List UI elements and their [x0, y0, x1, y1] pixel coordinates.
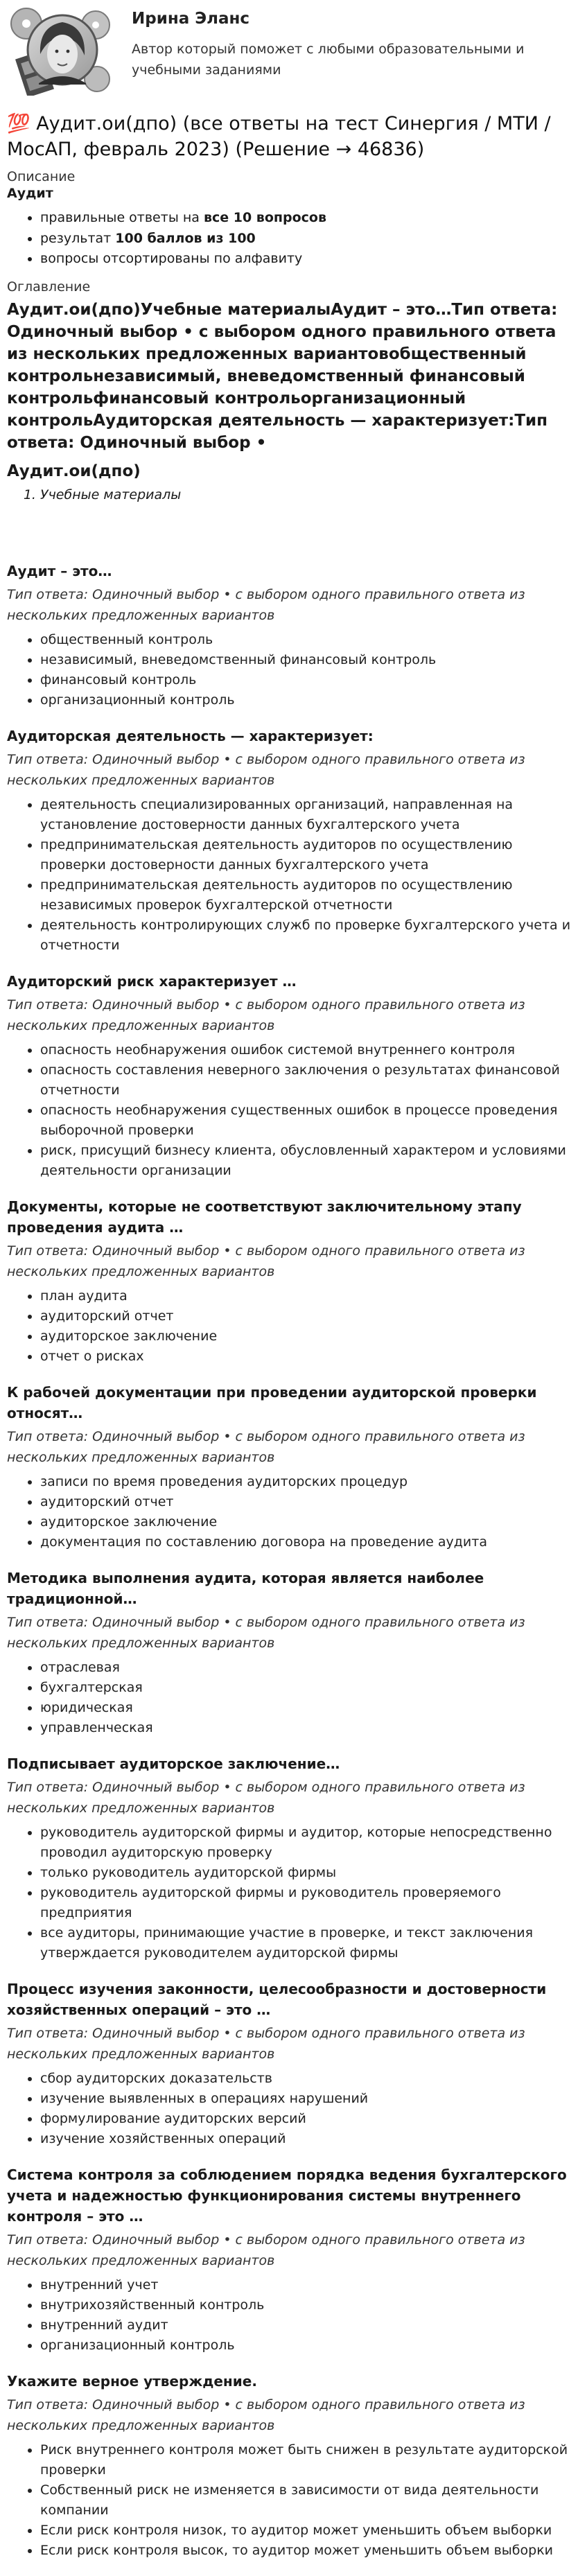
answer-option: • внутренний учет	[40, 2275, 579, 2295]
answer-option: • внутрихозяйственный контроль	[40, 2295, 579, 2315]
toc-list	[7, 484, 579, 505]
author-description: Автор который поможет с любыми образовательными и учебными заданиями	[132, 42, 525, 78]
description-list	[7, 208, 579, 270]
answer-option: • руководитель аудиторской фирмы и руководитель проверяемого предприятия	[40, 1883, 579, 1923]
question-title: Укажите верное утверждение.	[7, 2372, 257, 2390]
answer-option: • руководитель аудиторской фирмы и аудитор, которые непосредственно проводил аудиторскую проверку	[40, 1823, 579, 1863]
question-type: Тип ответа: Одиночный выбор • с выбором одного правильного ответа из нескольких предложенных вариантов	[7, 751, 525, 788]
answer-option: • предпринимательская деятельность аудиторов по осуществлению независимых проверок бухгалтерской отчетности	[40, 875, 579, 915]
question-title: Методика выполнения аудита, которая является наиболее традиционной…	[7, 1569, 484, 1607]
answer-list	[7, 1472, 579, 1552]
answer-list	[7, 795, 579, 956]
answer-option: • опасность необнаружения существенных ошибок в процессе проведения выборочной проверки	[40, 1101, 579, 1141]
toc-label: Оглавление	[7, 279, 91, 295]
answer-list	[7, 1823, 579, 1963]
answer-option: • деятельность контролирующих служб по проверке бухгалтерского учета и отчетности	[40, 915, 579, 956]
question-block	[7, 1568, 579, 1738]
question-type: Тип ответа: Одиночный выбор • с выбором одного правильного ответа из нескольких предложенных вариантов	[7, 1614, 525, 1651]
toc-heading: Аудит.ои(дпо)	[7, 462, 141, 480]
answer-list	[7, 1286, 579, 1367]
description-item: • вопросы отсортированы по алфавиту	[40, 249, 579, 270]
question-title: Аудиторская деятельность — характеризует:	[7, 727, 374, 744]
question-type: Тип ответа: Одиночный выбор • с выбором одного правильного ответа из нескольких предложенных вариантов	[7, 2025, 525, 2062]
question-block	[7, 561, 579, 710]
question-type: Тип ответа: Одиночный выбор • с выбором одного правильного ответа из нескольких предложенных вариантов	[7, 586, 525, 623]
spacer	[7, 505, 579, 557]
answer-option: • отчет о рисках	[40, 1347, 579, 1367]
question-block	[7, 2371, 579, 2561]
question-type: Тип ответа: Одиночный выбор • с выбором одного правильного ответа из нескольких предложенных вариантов	[7, 1428, 525, 1465]
answer-option: • аудиторское заключение	[40, 1512, 579, 1532]
answer-option: • независимый, вневедомственный финансовый контроль	[40, 650, 579, 670]
answer-option: • общественный контроль	[40, 630, 579, 650]
author-info	[132, 6, 547, 80]
avatar-image	[8, 6, 112, 96]
answer-option: • аудиторское заключение	[40, 1326, 579, 1347]
answer-list	[7, 2069, 579, 2149]
answer-option: • аудиторский отчет	[40, 1306, 579, 1326]
answer-list	[7, 1658, 579, 1738]
answer-option: • план аудита	[40, 1286, 579, 1306]
answer-option: • Если риск контроля низок, то аудитор может уменьшить объем выборки	[40, 2521, 579, 2541]
toc-item[interactable]: 1. Учебные материалы	[40, 484, 579, 505]
answer-option: • Риск внутреннего контроля может быть снижен в результате аудиторской проверки	[40, 2440, 579, 2480]
answer-option: • опасность составления неверного заключения о результатах финансовой отчетности	[40, 1060, 579, 1101]
question-type: Тип ответа: Одиночный выбор • с выбором одного правильного ответа из нескольких предложенных вариантов	[7, 2232, 525, 2268]
question-block	[7, 1753, 579, 1963]
answer-option: • внутренний аудит	[40, 2315, 579, 2336]
description-label: Описание	[7, 169, 76, 184]
question-title: Аудиторский риск характеризует …	[7, 972, 297, 990]
answer-option: • юридическая	[40, 1698, 579, 1718]
question-block	[7, 1196, 579, 1367]
answer-option: • риск, присущий бизнесу клиента, обусловленный характером и условиями деятельности организации	[40, 1141, 579, 1181]
question-block	[7, 971, 579, 1181]
question-title: Аудит – это…	[7, 562, 112, 579]
answer-option: • Собственный риск не изменяется в зависимости от вида деятельности компании	[40, 2480, 579, 2521]
question-block	[7, 726, 579, 956]
author-card	[7, 6, 579, 103]
answer-list	[7, 2440, 579, 2561]
answer-option: • опасность необнаружения ошибок системой внутреннего контроля	[40, 1040, 579, 1060]
answer-option: • все аудиторы, принимающие участие в проверке, и текст заключения утверждается руководителем аудиторской фирмы	[40, 1923, 579, 1963]
answer-option: • только руководитель аудиторской фирмы	[40, 1863, 579, 1883]
answer-option: • изучение хозяйственных операций	[40, 2129, 579, 2149]
questions-list	[7, 561, 579, 2561]
toc-text: Аудит.ои(дпо)Учебные материалыАудит – это…Тип ответа: Одиночный выбор • с выбором одного правильного ответа из нескольких предложенных вариантовобщественный контрольнезависимый, вневедомственный финансовый контрольфинансовый контрольорганизационный контрольАудиторская деятельность — характеризует:Тип ответа: Одиночный выбор •	[7, 300, 558, 452]
question-type: Тип ответа: Одиночный выбор • с выбором одного правильного ответа из нескольких предложенных вариантов	[7, 997, 525, 1033]
answer-list	[7, 1040, 579, 1181]
answer-option: • изучение выявленных в операциях нарушений	[40, 2089, 579, 2109]
question-block	[7, 1979, 579, 2149]
answer-option: • управленческая	[40, 1718, 579, 1738]
question-title: К рабочей документации при проведении аудиторской проверки относят…	[7, 1383, 537, 1421]
answer-list	[7, 2275, 579, 2356]
question-title: Система контроля за соблюдением порядка ведения бухгалтерского учета и надежностью функционирования системы внутреннего контроля – это …	[7, 2166, 567, 2225]
answer-option: • формулирование аудиторских версий	[40, 2109, 579, 2129]
description-item: • правильные ответы на все 10 вопросов	[40, 208, 579, 229]
answer-option: • записи по время проведения аудиторских процедур	[40, 1472, 579, 1492]
answer-option: • организационный контроль	[40, 690, 579, 710]
question-type: Тип ответа: Одиночный выбор • с выбором одного правильного ответа из нескольких предложенных вариантов	[7, 1779, 525, 1816]
author-avatar[interactable]	[8, 6, 112, 96]
page-title: 💯 Аудит.ои(дпо) (все ответы на тест Синергия / МТИ / МосАП, февраль 2023) (Решение → 46836)	[7, 113, 551, 160]
question-title: Подписывает аудиторское заключение…	[7, 1755, 340, 1772]
question-title: Документы, которые не соответствуют заключительному этапу проведения аудита …	[7, 1198, 522, 1236]
question-block	[7, 1382, 579, 1552]
question-type: Тип ответа: Одиночный выбор • с выбором одного правильного ответа из нескольких предложенных вариантов	[7, 2397, 525, 2433]
answer-option: • отраслевая	[40, 1658, 579, 1678]
question-title: Процесс изучения законности, целесообразности и достоверности хозяйственных операций – это …	[7, 1980, 547, 2018]
answer-list	[7, 630, 579, 710]
description-item: • результат 100 баллов из 100	[40, 229, 579, 249]
question-type: Тип ответа: Одиночный выбор • с выбором одного правильного ответа из нескольких предложенных вариантов	[7, 1243, 525, 1279]
answer-option: • деятельность специализированных организаций, направленная на установление достоверности данных бухгалтерского учета	[40, 795, 579, 835]
author-name[interactable]: Ирина Эланс	[132, 10, 250, 28]
answer-option: • финансовый контроль	[40, 670, 579, 690]
answer-option: • сбор аудиторских доказательств	[40, 2069, 579, 2089]
answer-option: • Если риск контроля высок, то аудитор может уменьшить объем выборки	[40, 2541, 579, 2561]
answer-option: • предпринимательская деятельность аудиторов по осуществлению проверки достоверности данных бухгалтерского учета	[40, 835, 579, 875]
answer-option: • организационный контроль	[40, 2336, 579, 2356]
answer-option: • аудиторский отчет	[40, 1492, 579, 1512]
description-heading: Аудит	[7, 186, 53, 201]
answer-option: • бухгалтерская	[40, 1678, 579, 1698]
answer-option: • документация по составлению договора на проведение аудита	[40, 1532, 579, 1552]
question-block	[7, 2164, 579, 2356]
